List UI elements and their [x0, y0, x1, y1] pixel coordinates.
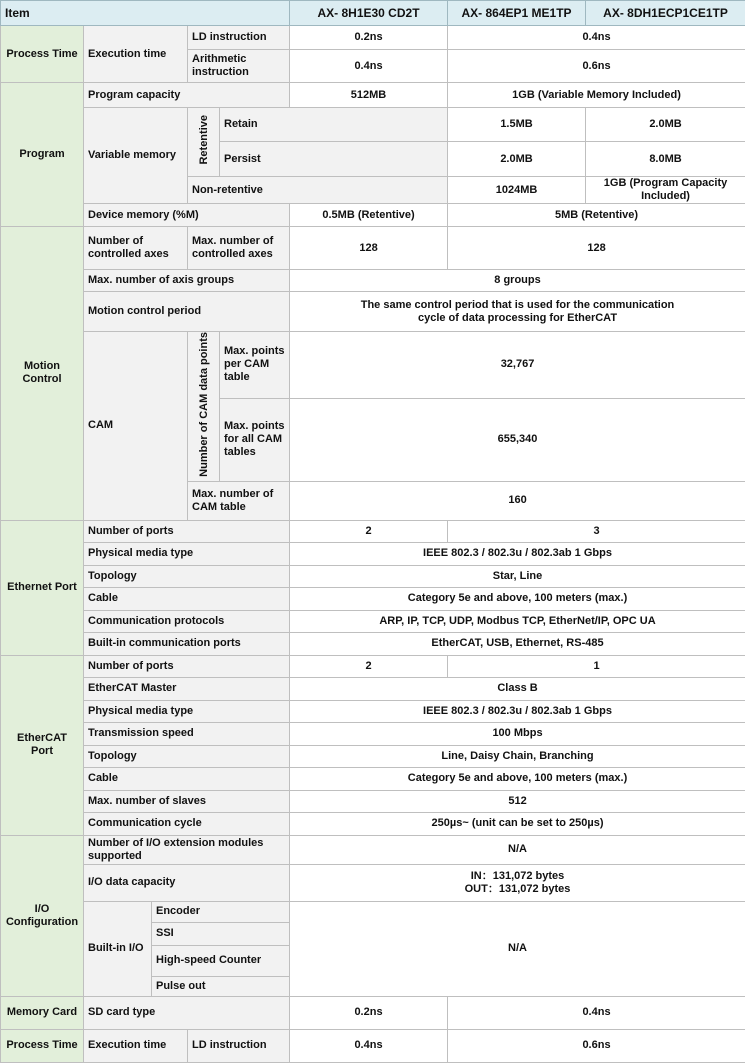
ethercat-master-label: EtherCAT Master	[84, 677, 290, 700]
ethercat-cable-value: Category 5e and above, 100 meters (max.)	[290, 767, 745, 790]
category-io-configuration: I/O Configuration	[1, 835, 84, 996]
ethercat-cable-label: Cable	[84, 767, 290, 790]
table-row	[1, 542, 745, 565]
ethernet-media-value: IEEE 802.3 / 802.3u / 802.3ab 1 Gbps	[290, 542, 745, 565]
cam-data-points-label: Number of CAM data points	[188, 332, 220, 482]
table-row	[1, 610, 745, 632]
ld-instruction-value-b: 0.4ns	[448, 26, 745, 50]
cam-label: CAM	[84, 332, 188, 521]
ethernet-topology-value: Star, Line	[290, 565, 745, 587]
sd-card-type-label: SD card type	[84, 996, 290, 1029]
table-row	[1, 767, 745, 790]
controlled-axes-value-b: 128	[448, 227, 745, 270]
table-row	[1, 835, 745, 864]
ethernet-media-label: Physical media type	[84, 542, 290, 565]
table-row	[1, 83, 745, 108]
ethercat-master-value: Class B	[290, 677, 745, 700]
table-row	[1, 864, 745, 901]
cam-points-per-table-label: Max. points per CAM table	[220, 332, 290, 399]
ethercat-slaves-label: Max. number of slaves	[84, 790, 290, 812]
table-row	[1, 26, 745, 50]
sd-card-type-value-a: 0.2ns	[290, 996, 448, 1029]
sd-card-type-value-b: 0.4ns	[448, 996, 745, 1029]
table-row	[1, 745, 745, 767]
ethercat-topology-value: Line, Daisy Chain, Branching	[290, 745, 745, 767]
builtin-io-value: N/A	[290, 901, 745, 996]
ethercat-ports-value-a: 2	[290, 655, 448, 677]
builtin-io-label: Built-in I/O	[84, 901, 152, 996]
io-extension-label: Number of I/O extension modules supported	[84, 835, 290, 864]
builtin-comm-ports-label: Built-in communication ports	[84, 632, 290, 655]
table-row	[1, 204, 745, 227]
ethercat-ports-value-b: 1	[448, 655, 745, 677]
table-row	[1, 332, 745, 399]
ethercat-speed-value: 100 Mbps	[290, 722, 745, 745]
category-process-time-2: Process Time	[1, 1029, 84, 1062]
ethercat-slaves-value: 512	[290, 790, 745, 812]
ethercat-cycle-value: 250µs~ (unit can be set to 250µs)	[290, 812, 745, 835]
execution-time-label: Execution time	[84, 26, 188, 83]
controlled-axes-value-a: 128	[290, 227, 448, 270]
variable-memory-label: Variable memory	[84, 108, 188, 204]
ld-instruction-2-value-b: 0.6ns	[448, 1029, 745, 1062]
header-model-1: AX- 8H1E30 CD2T	[290, 1, 448, 26]
category-motion-control: Motion Control	[1, 227, 84, 521]
header-item: Item	[1, 1, 290, 26]
ssi-label: SSI	[152, 922, 290, 945]
arithmetic-value-a: 0.4ns	[290, 50, 448, 83]
category-ethernet-port: Ethernet Port	[1, 520, 84, 655]
device-memory-value-b: 5MB (Retentive)	[448, 204, 745, 227]
ethercat-speed-label: Transmission speed	[84, 722, 290, 745]
high-speed-counter-label: High-speed Counter	[152, 945, 290, 976]
encoder-label: Encoder	[152, 901, 290, 922]
cam-points-per-table-value: 32,767	[290, 332, 745, 399]
persist-label: Persist	[220, 142, 448, 177]
ethernet-cable-value: Category 5e and above, 100 meters (max.)	[290, 587, 745, 610]
axis-groups-value: 8 groups	[290, 270, 745, 292]
header-model-2: AX- 864EP1 ME1TP	[448, 1, 586, 26]
retain-value-b: 2.0MB	[586, 108, 745, 142]
ethernet-cable-label: Cable	[84, 587, 290, 610]
ethercat-media-value: IEEE 802.3 / 802.3u / 802.3ab 1 Gbps	[290, 700, 745, 722]
table-row	[1, 520, 745, 542]
table-row	[1, 565, 745, 587]
ld-instruction-label-2: LD instruction	[188, 1029, 290, 1062]
arithmetic-instruction-label: Arithmetic instruction	[188, 50, 290, 83]
persist-value-a: 2.0MB	[448, 142, 586, 177]
table-row	[1, 722, 745, 745]
ethercat-cycle-label: Communication cycle	[84, 812, 290, 835]
ethernet-topology-label: Topology	[84, 565, 290, 587]
table-row	[1, 655, 745, 677]
ethernet-ports-value-a: 2	[290, 520, 448, 542]
cam-tables-value: 160	[290, 481, 745, 520]
cam-points-all-tables-label: Max. points for all CAM tables	[220, 398, 290, 481]
table-row	[1, 1029, 745, 1062]
arithmetic-value-b: 0.6ns	[448, 50, 745, 83]
table-row	[1, 632, 745, 655]
device-memory-value-a: 0.5MB (Retentive)	[290, 204, 448, 227]
table-row	[1, 790, 745, 812]
persist-value-b: 8.0MB	[586, 142, 745, 177]
pulse-out-label: Pulse out	[152, 976, 290, 996]
io-data-capacity-label: I/O data capacity	[84, 864, 290, 901]
ethercat-media-label: Physical media type	[84, 700, 290, 722]
cam-points-all-tables-value: 655,340	[290, 398, 745, 481]
io-data-capacity-value: IN：131,072 bytes OUT：131,072 bytes	[290, 864, 745, 901]
execution-time-label-2: Execution time	[84, 1029, 188, 1062]
header-row	[1, 1, 745, 26]
table-row	[1, 227, 745, 270]
table-row	[1, 812, 745, 835]
table-row	[1, 901, 745, 922]
program-capacity-label: Program capacity	[84, 83, 290, 108]
cam-tables-label: Max. number of CAM table	[188, 481, 290, 520]
table-row	[1, 270, 745, 292]
max-controlled-axes-label: Max. number of controlled axes	[188, 227, 290, 270]
category-process-time: Process Time	[1, 26, 84, 83]
table-row	[1, 700, 745, 722]
io-extension-value: N/A	[290, 835, 745, 864]
retain-value-a: 1.5MB	[448, 108, 586, 142]
ld-instruction-label: LD instruction	[188, 26, 290, 50]
ethernet-protocols-label: Communication protocols	[84, 610, 290, 632]
program-capacity-value-a: 512MB	[290, 83, 448, 108]
ethernet-ports-value-b: 3	[448, 520, 745, 542]
non-retentive-label: Non-retentive	[188, 177, 448, 204]
motion-period-value: The same control period that is used for the communication cycle of data processing for EtherCAT	[290, 292, 745, 332]
table-row	[1, 108, 745, 142]
ld-instruction-2-value-a: 0.4ns	[290, 1029, 448, 1062]
table-row	[1, 996, 745, 1029]
device-memory-label: Device memory (%M)	[84, 204, 290, 227]
ld-instruction-value-a: 0.2ns	[290, 26, 448, 50]
category-ethercat-port: EtherCAT Port	[1, 655, 84, 835]
controlled-axes-label: Number of controlled axes	[84, 227, 188, 270]
axis-groups-label: Max. number of axis groups	[84, 270, 290, 292]
non-retentive-value-a: 1024MB	[448, 177, 586, 204]
retentive-label: Retentive	[188, 108, 220, 177]
program-capacity-value-b: 1GB (Variable Memory Included)	[448, 83, 745, 108]
ethernet-protocols-value: ARP, IP, TCP, UDP, Modbus TCP, EtherNet/IP, OPC UA	[290, 610, 745, 632]
table-row	[1, 587, 745, 610]
header-model-3: AX- 8DH1ECP1CE1TP	[586, 1, 745, 26]
motion-period-label: Motion control period	[84, 292, 290, 332]
table-row	[1, 292, 745, 332]
ethercat-topology-label: Topology	[84, 745, 290, 767]
table-row	[1, 677, 745, 700]
category-program: Program	[1, 83, 84, 227]
ethercat-ports-label: Number of ports	[84, 655, 290, 677]
builtin-comm-ports-value: EtherCAT, USB, Ethernet, RS-485	[290, 632, 745, 655]
non-retentive-value-b: 1GB (Program Capacity Included)	[586, 177, 745, 204]
category-memory-card: Memory Card	[1, 996, 84, 1029]
ethernet-ports-label: Number of ports	[84, 520, 290, 542]
retain-label: Retain	[220, 108, 448, 142]
